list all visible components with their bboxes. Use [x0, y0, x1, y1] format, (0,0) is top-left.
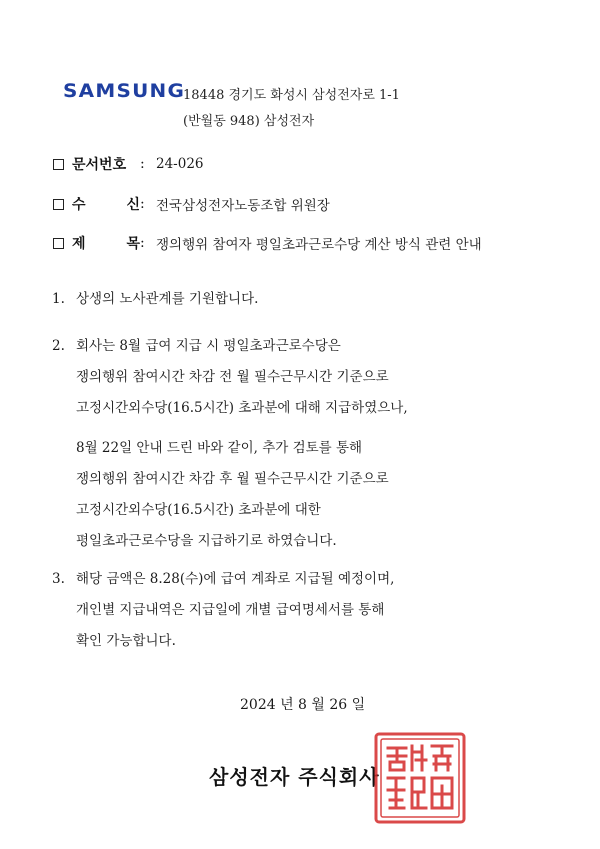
doc-number-label: 문서번호: [72, 157, 127, 173]
paragraph-line: 고정시간외수당(16.5시간) 초과분에 대해 지급하였으나,: [76, 400, 408, 416]
paragraph-line: 쟁의행위 참여시간 차감 후 월 필수근무시간 기준으로: [76, 471, 389, 487]
paragraph-2: [52, 331, 408, 424]
paragraph-line: [52, 331, 408, 362]
paragraph-1: [52, 284, 258, 315]
paragraph-line: 8월 22일 안내 드린 바와 같이, 추가 검토를 통해: [76, 440, 363, 456]
document-date: 2024 년 8 월 26 일: [240, 697, 366, 713]
recipient-label-char-2: 신: [126, 197, 140, 213]
paragraph-number: 2.: [52, 338, 65, 354]
doc-number-row: [53, 154, 204, 174]
subject-label-char-2: 목: [126, 236, 140, 252]
paragraph-text: 해당 금액은 8.28(수)에 급여 계좌로 지급될 예정이며,: [76, 571, 395, 587]
recipient-row: [53, 194, 330, 214]
recipient-value: 전국삼성전자노동조합 위원장: [156, 198, 330, 214]
doc-number-value: 24-026: [156, 156, 204, 172]
address-line-1: 18448 경기도 화성시 삼성전자로 1-1: [183, 88, 400, 103]
subject-label: [72, 233, 140, 253]
paragraph-line: 평일초과근로수당을 지급하기로 하였습니다.: [76, 533, 337, 549]
samsung-logo: SAMSUNG: [63, 80, 186, 102]
subject-row: [53, 233, 482, 253]
address-line-2: (반월동 948) 삼성전자: [183, 114, 315, 129]
paragraph-line: [52, 284, 258, 315]
paragraph-number: 3.: [52, 571, 65, 587]
subject-label-char-1: 제: [72, 236, 86, 252]
colon: :: [140, 235, 145, 251]
checkbox-icon: [53, 199, 64, 210]
paragraph-text: 회사는 8월 급여 지급 시 평일초과근로수당은: [76, 338, 341, 354]
paragraph-line: 확인 가능합니다.: [76, 633, 176, 649]
paragraph-2-continued: [52, 433, 389, 557]
checkbox-icon: [53, 238, 64, 249]
recipient-label-char-1: 수: [72, 197, 86, 213]
paragraph-number: 1.: [52, 291, 65, 307]
company-name: 삼성전자 주식회사: [209, 765, 380, 789]
paragraph-line: 고정시간외수당(16.5시간) 초과분에 대한: [76, 502, 321, 518]
colon: :: [140, 196, 145, 212]
company-seal-icon: [372, 730, 468, 826]
paragraph-text: 상생의 노사관계를 기원합니다.: [76, 291, 259, 307]
paragraph-line: 개인별 지급내역은 지급일에 개별 급여명세서를 통해: [76, 602, 385, 618]
checkbox-icon: [53, 159, 64, 170]
paragraph-3: [52, 564, 394, 657]
colon: :: [140, 156, 145, 172]
recipient-label: [72, 194, 140, 214]
subject-value: 쟁의행위 참여자 평일초과근로수당 계산 방식 관련 안내: [156, 237, 482, 253]
paragraph-line: [52, 564, 394, 595]
paragraph-line: 쟁의행위 참여시간 차감 전 월 필수근무시간 기준으로: [76, 369, 389, 385]
